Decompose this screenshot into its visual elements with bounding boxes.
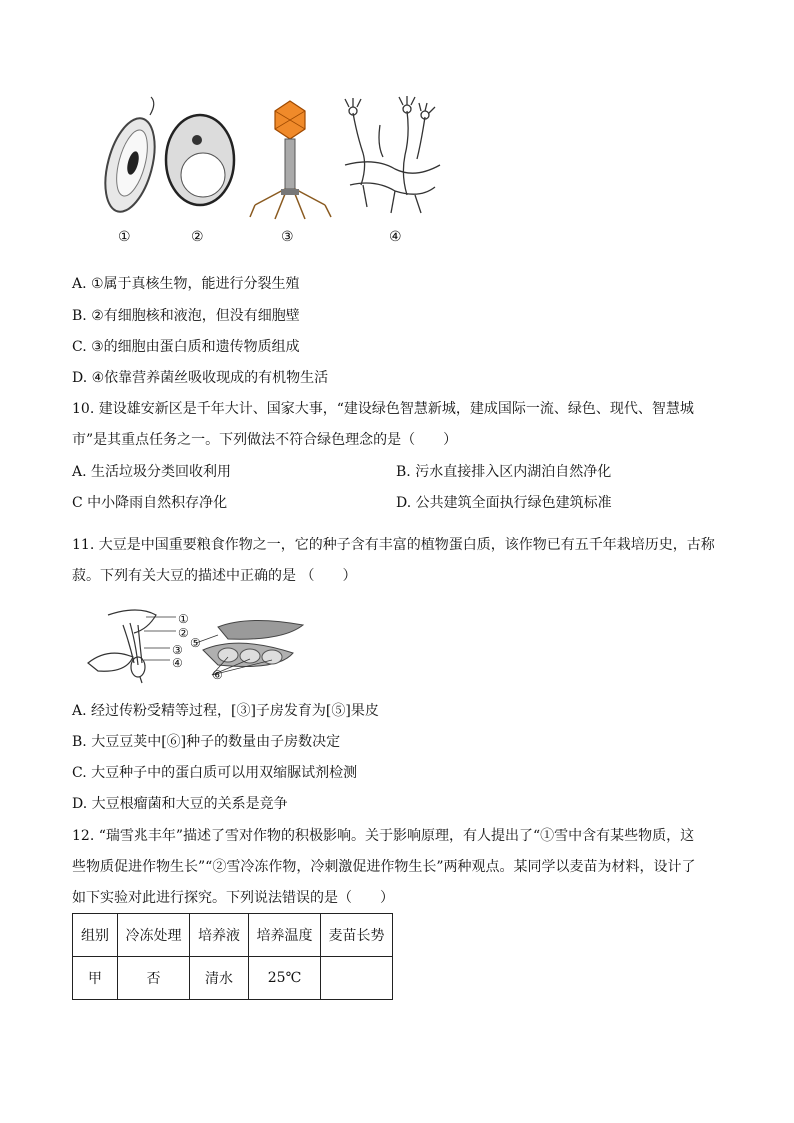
figure-label-4: ④ [389,229,402,245]
q10-option-c: C 中小降雨自然积存净化 [72,495,228,511]
q11-stem-line1: 11. 大豆是中国重要粮食作物之一，它的种子含有丰富的植物蛋白质，该作物已有五千年栽培历史，古称 [72,537,715,553]
table-row [73,957,393,1000]
table-cell: 否 [118,957,190,1000]
q10-option-a: A. 生活垃圾分类回收利用 [72,464,232,480]
figure-label-1: ① [118,229,131,245]
table-cell [321,957,393,1000]
q11-option-b: B. 大豆豆荚中[⑥]种子的数量由子房数决定 [72,734,341,750]
q11-option-c: C. 大豆种子中的蛋白质可以用双缩脲试剂检测 [72,765,358,781]
soybean-label-3: ③ [172,643,183,657]
table-header-cell: 冷冻处理 [118,914,190,957]
soybean-label-2: ② [178,626,189,640]
organisms-figure [95,95,445,225]
figure-label-2: ② [191,229,204,245]
q9-option-d: D. ④依靠营养菌丝吸收现成的有机物生活 [72,370,329,386]
table-header-cell: 培养液 [190,914,249,957]
soybean-label-5: ⑤ [190,636,201,650]
q11-stem-line2: 菽。下列有关大豆的描述中正确的是 （ ） [72,568,357,584]
q10-option-b: B. 污水直接排入区内湖泊自然净化 [396,464,612,480]
organism-2-drawing [166,115,234,205]
q11-option-a: A. 经过传粉受精等过程，[③]子房发育为[⑤]果皮 [72,703,379,719]
soybean-label-6: ⑥ [212,668,223,682]
organism-1-drawing [96,97,163,217]
figure-label-3: ③ [281,229,294,245]
table-header-cell: 培养温度 [249,914,321,957]
soybean-pod-drawing [203,620,303,666]
table-header-cell: 麦苗长势 [321,914,393,957]
q12-stem-line3: 如下实验对此进行探究。下列说法错误的是（ ） [72,890,394,906]
q9-option-a: A. ①属于真核生物，能进行分裂生殖 [72,276,300,292]
soybean-flower-drawing [88,610,156,683]
q11-option-d: D. 大豆根瘤菌和大豆的关系是竞争 [72,796,288,812]
experiment-table [72,913,393,1000]
table-cell: 25℃ [249,957,321,1000]
q10-stem-line1: 10. 建设雄安新区是千年大计、国家大事，“建设绿色智慧新城，建成国际一流、绿色、现代、智慧城 [72,401,694,417]
q12-stem-line1: 12. “瑞雪兆丰年”描述了雪对作物的积极影响。关于影响原理，有人提出了“①雪中含有某些物质，这 [72,828,695,844]
table-cell: 甲 [73,957,118,1000]
table-header-cell: 组别 [73,914,118,957]
q10-stem-line2: 市”是其重点任务之一。下列做法不符合绿色理念的是（ ） [72,432,458,448]
q10-option-d: D. 公共建筑全面执行绿色建筑标准 [396,495,612,511]
q9-option-c: C. ③的细胞由蛋白质和遗传物质组成 [72,339,300,355]
table-cell: 清水 [190,957,249,1000]
soybean-label-1: ① [178,612,189,626]
table-header-row [73,914,393,957]
soybean-label-4: ④ [172,656,183,670]
organism-4-drawing [345,96,440,213]
q9-option-b: B. ②有细胞核和液泡，但没有细胞壁 [72,308,300,324]
q12-stem-line2: 些物质促进作物生长”“②雪冷冻作物，冷刺激促进作物生长”两种观点。某同学以麦苗为材料，设计了 [72,859,696,875]
organism-3-drawing [250,101,331,219]
